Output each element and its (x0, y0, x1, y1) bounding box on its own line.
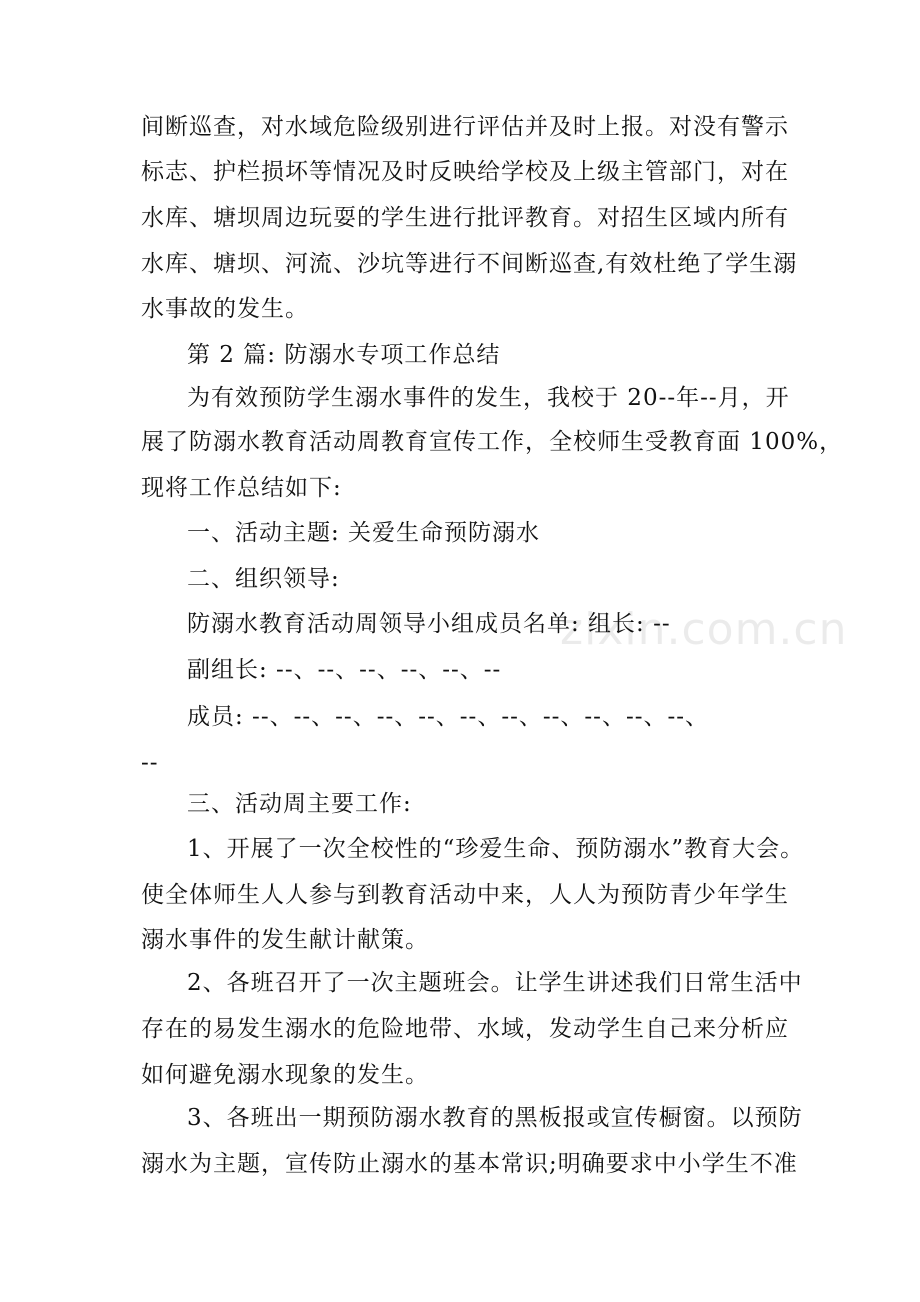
section-heading: 第 2 篇: 防溺水专项工作总结 (187, 342, 501, 368)
watermark-text: zixin.com.cn (560, 604, 848, 655)
text-line: 展了防溺水教育活动周教育宣传工作，全校师生受教育面 100%， (141, 429, 844, 455)
text-line: 水库、塘坝、河流、沙坑等进行不间断巡查,有效杜绝了学生溺 (141, 251, 798, 277)
text-line: 水事故的发生。 (141, 296, 309, 322)
text-line: 一、活动主题: 关爱生命预防溺水 (187, 520, 541, 546)
text-line: -- (141, 750, 159, 776)
text-line: 三、活动周主要工作: (187, 791, 412, 817)
text-line: 标志、护栏损坏等情况及时反映给学校及上级主管部门，对在 (141, 159, 789, 185)
text-line: 副组长: --、--、--、--、--、-- (187, 657, 502, 683)
text-line: 为有效预防学生溺水事件的发生，我校于 20--年--月，开 (187, 385, 790, 411)
text-line: 使全体师生人人参与到教育活动中来，人人为预防青少年学生 (141, 882, 789, 908)
text-line: 溺水为主题，宣传防止溺水的基本常识;明确要求中小学生不准 (141, 1151, 798, 1177)
text-line: 防溺水教育活动周领导小组成员名单: 组长: -- (187, 611, 671, 637)
text-line: 2、各班召开了一次主题班会。让学生讲述我们日常生活中 (187, 970, 803, 996)
text-line: 间断巡查，对水域危险级别进行评估并及时上报。对没有警示 (141, 114, 789, 140)
text-line: 溺水事件的发生献计献策。 (141, 927, 429, 953)
text-line: 现将工作总结如下: (141, 475, 342, 501)
text-line: 3、各班出一期预防溺水教育的黑板报或宣传橱窗。以预防 (187, 1105, 803, 1131)
text-line: 成员: --、--、--、--、--、--、--、--、--、--、--、 (187, 704, 710, 730)
text-line: 存在的易发生溺水的危险地带、水域，发动学生自己来分析应 (141, 1016, 789, 1042)
text-line: 水库、塘坝周边玩耍的学生进行批评教育。对招生区域内所有 (141, 205, 789, 231)
text-line: 二、组织领导: (187, 566, 340, 592)
text-line: 1、开展了一次全校性的“珍爱生命、预防溺水”教育大会。 (187, 836, 805, 862)
text-line: 如何避免溺水现象的发生。 (141, 1062, 429, 1088)
